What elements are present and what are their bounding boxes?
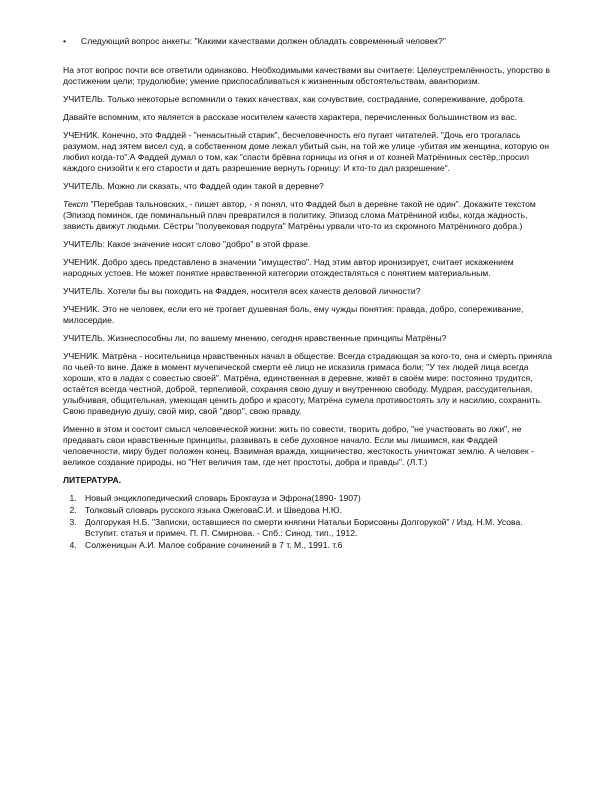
survey-question-bullet	[63, 36, 583, 47]
paragraph-recall: Давайте вспомним, кто является в рассказе носителем качеств характера, перечисленных большинством из вас.	[63, 112, 518, 122]
survey-question-text: Следующий вопрос анкеты: "Какими качествами должен обладать современный человек?"	[81, 36, 446, 46]
document-body	[63, 65, 553, 552]
paragraph-student-4: УЧЕНИК. Матрёна - носительница нравственных начал в обществе. Всегда страдающая за кого-то, она и смерть приняла по чьей-то вине. Даже в момент мучenической смерти её лицо не исказила гримаса боли: "У тех людей лица всегда хороши, кто в ладах с совестью своей". Матрёна, единственная в деревне, живёт в своём мире: постоянно трудится, остаётся всегда честной, доброй, терпеливой, сохраняя свою душу и внутреннюю свободу. Мудрая, рассудительная, улыбчивая, общительная, умеющая ценить добро и красоту, Матрёна сумела противостоять злу и насилию, сохранить. Свою праведную душу, свой мир, свой "двор", свою правду.	[63, 351, 553, 416]
bullet-dot: •	[63, 36, 67, 46]
paragraph-text-quote	[63, 199, 553, 232]
literature-list	[63, 493, 553, 551]
literature-item: 3. Долгорукая Н.Б. "Записки, оставшиеся по смерти княгини Натальи Борисовны Долгорукой" / Изд. Н.М. Усова. Вступит. статья и примеч. П. П. Смирнова. - Спб.: Синод. тип., 1912.	[79, 517, 553, 539]
paragraph-teacher-4: УЧИТЕЛЬ. Хотели бы вы походить на Фаддея, носителя всех качеств деловой личности?	[63, 286, 421, 296]
paragraph-teacher-3: УЧИТЕЛЬ: Какое значение носит слово "добро" в этой фразе.	[63, 239, 311, 249]
paragraph-student-1: УЧЕНИК. Конечно, это Фаддей - "ненасытный старик", бесчеловечность его пугает читателей. "Дочь его трогалась разумом, над зятем висел суд, в собственном доме лежал убитый сын, на той же улице -убитая им женщина, которую он любил когда-то".А Фаддей думал о том, как "спасти брёвна горницы из огня и от козней Матрёниных сестёр,:просил каждого снизойти к его старости и дать разрешение вернуть горницу: И кто-то дал разрешение".	[63, 130, 550, 173]
paragraph-answers: На этот вопрос почти все ответили одинаково. Необходимыми качествами вы считаете: Целеустремлённость, упорство в достижении цели; трудолюбие; умение приспосабливаться к жизненным обстоятельствам, авантюризм.	[63, 65, 550, 86]
text-quote-lead: Текст	[63, 199, 89, 209]
paragraph-student-2: УЧЕНИК. Добро здесь представлено в значении "имущество". Над этим автор иронизирует, считает искажением народных устоев. Не может понятие нравственной категории отождествляться с понятием материальным.	[63, 257, 514, 278]
literature-item: 2. Толковый словарь русского языка ОжеговаС.И. и Шведова Н.Ю.	[79, 505, 553, 516]
paragraph-conclusion: Именно в этом и состоит смысл человеческой жизни: жить по совести, творить добро, "не участвовать во лжи", не предавать свои нравственные принципы, развивать в себе духовное начало. Если мы лишимся, как Фаддей человечности, миру будет положен конец. Взаимная вражда, хищничество, жестокость уничтожат землю. А человек - великое создание природы, но "Нет величия там, где нет простоты, добра и правды". (Л.Т.)	[63, 424, 534, 467]
literature-item: 4. Солженицын А.И. Малое собрание сочинений в 7 т. М., 1991. т.6	[79, 540, 553, 551]
literature-item: 1. Новый энциклопедический словарь Брокгауза и Эфрона(1890- 1907)	[79, 493, 553, 504]
paragraph-student-3: УЧЕНИК. Это не человек, если его не трогает душевная боль, ему чужды понятия: правда, добро, сопереживание, милосердие.	[63, 304, 524, 325]
literature-heading: ЛИТЕРАТУРА.	[63, 475, 122, 485]
paragraph-teacher-2: УЧИТЕЛЬ. Можно ли сказать, что Фаддей один такой в деревне?	[63, 181, 324, 191]
paragraph-teacher-5: УЧИТЕЛЬ. Жизнеспособны ли, по вашему мнению, сегодня нравственные принципы Матрёны?	[63, 333, 447, 343]
text-quote-rest: "Перебрав тальновских, - пишет автор, - я понял, что Фаддей был в деревне такой не один". Докажите текстом (Эпизод поминок, где поминальный плач превратился в политику. Эпизод слома Матрёниной избы, когда жадность, зависть движут людьми. Сёстры "полувековая подруга" Матрёны урвали что-то из скромного Матрёниного добра.)	[63, 199, 536, 231]
paragraph-teacher-1: УЧИТЕЛЬ. Только некоторые вспомнили о таких качествах, как сочувствие, сострадание, сопереживание, доброта.	[63, 94, 526, 104]
